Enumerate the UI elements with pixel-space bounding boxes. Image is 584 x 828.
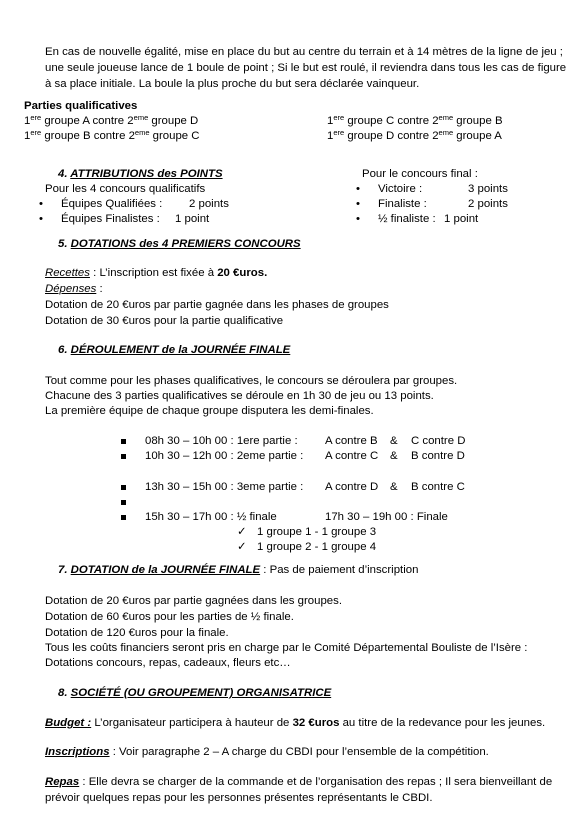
semi-final-match: ✓ 1 groupe 2 - 1 groupe 4	[237, 541, 377, 553]
inscriptions-line: Inscriptions : Voir paragraphe 2 – A charge du CBDI pour l’ensemble de la compétition.	[45, 746, 489, 758]
deroulement-p1: Tout comme pour les phases qualificatives, le concours se déroulera par groupes.	[45, 375, 458, 387]
qualif-match: 1ere groupe B contre 2eme groupe C	[24, 128, 200, 142]
qualif-match: 1ere groupe A contre 2eme groupe D	[24, 113, 199, 127]
schedule-row: 10h 30 – 12h 00 : 2eme partie : A contre C & B contre D	[145, 449, 303, 464]
dotation-line-2: Dotation de 60 €uros pour les parties de ½ finale.	[45, 611, 294, 623]
recettes-line: Recettes : L’inscription est fixée à 20 €uros.	[45, 267, 268, 279]
points-qualif-item: • Équipes Qualifiées : 2 points	[61, 197, 162, 212]
semi-final-match: ✓ 1 groupe 1 - 1 groupe 3	[237, 526, 377, 538]
intro-line-1: En cas de nouvelle égalité, mise en place du but au centre du terrain et à 14 mètres de la ligne de jeu ;	[45, 46, 563, 58]
points-final-intro: Pour le concours final :	[362, 168, 478, 180]
points-qualif-item: • Équipes Finalistes : 1 point	[61, 212, 160, 227]
depenses-label: Dépenses :	[45, 283, 103, 295]
budget-line: Budget : L’organisateur participera à hauteur de 32 €uros au titre de la redevance pour les jeunes.	[45, 717, 546, 729]
qualif-match: 1ere groupe D contre 2eme groupe A	[327, 128, 502, 142]
intro-line-3: à sa place initiale. La boule la plus proche du but sera déclarée vainqueur.	[45, 78, 420, 90]
repas-line-1: Repas : Elle devra se charger de la commande et de l’organisation des repas ; Il sera bienveillant de	[45, 776, 553, 788]
schedule-row: 08h 30 – 10h 00 : 1ere partie : A contre B & C contre D	[145, 434, 298, 449]
intro-line-2: une seule joueuse lance de 1 boule de point ; Si le but est roulé, il reviendra dans tous les cas de figure	[45, 62, 567, 74]
dotation-line-4: Tous les coûts financiers seront pris en charge par le Comité Départemental Bouliste de l’Isère :	[45, 642, 528, 654]
section-5-heading: 5. DOTATIONS des 4 PREMIERS CONCOURS	[58, 238, 301, 250]
points-qualif-intro: Pour les 4 concours qualificatifs	[45, 183, 206, 195]
points-final-item: • Victoire : 3 points	[378, 182, 422, 197]
qualif-title: Parties qualificatives	[24, 100, 138, 112]
schedule-row: 13h 30 – 15h 00 : 3eme partie : A contre D & B contre C	[145, 480, 303, 495]
depenses-line-1: Dotation de 20 €uros par partie gagnée dans les phases de groupes	[45, 299, 389, 311]
dotation-line-3: Dotation de 120 €uros pour la finale.	[45, 627, 229, 639]
qualif-match: 1ere groupe C contre 2eme groupe B	[327, 113, 503, 127]
dotation-line-1: Dotation de 20 €uros par partie gagnées dans les groupes.	[45, 595, 342, 607]
schedule-finals-row: 15h 30 – 17h 00 : ½ finale 17h 30 – 19h 00 : Finale	[145, 510, 277, 525]
section-6-heading: 6. DÉROULEMENT de la JOURNÉE FINALE	[58, 344, 291, 356]
points-final-item: • ½ finaliste : 1 point	[378, 212, 436, 227]
dotation-line-5: Dotations concours, repas, cadeaux, fleurs etc…	[45, 657, 291, 669]
deroulement-p3: La première équipe de chaque groupe disputera les demi-finales.	[45, 405, 374, 417]
section-7-heading: 7. DOTATION de la JOURNÉE FINALE : Pas de paiement d’inscription	[58, 564, 419, 576]
deroulement-p2: Chacune des 3 parties qualificatives se déroule en 1h 30 de jeu ou 13 points.	[45, 390, 434, 402]
section-4-heading: 4. ATTRIBUTIONS des POINTS	[58, 168, 223, 180]
repas-line-2: prévoir quelques repas pour les personnes présentes représentants le CBDI.	[45, 792, 433, 804]
check-icon: ✓	[237, 526, 247, 538]
check-icon: ✓	[237, 541, 247, 553]
empty-bullet	[145, 495, 155, 510]
depenses-line-2: Dotation de 30 €uros pour la partie qualificative	[45, 315, 284, 327]
section-8-heading: 8. SOCIÉTÉ (OU GROUPEMENT) ORGANISATRICE	[58, 687, 332, 699]
points-final-item: • Finaliste : 2 points	[378, 197, 427, 212]
